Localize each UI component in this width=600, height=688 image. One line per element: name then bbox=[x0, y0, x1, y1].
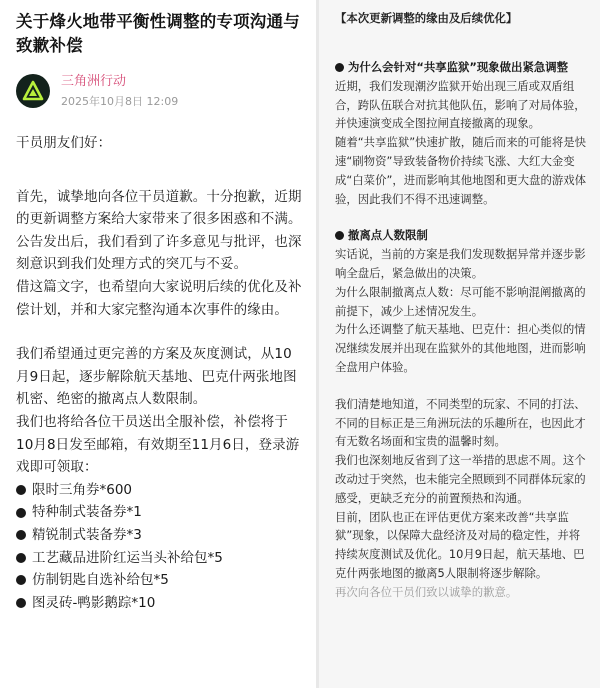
bullet-icon bbox=[16, 553, 26, 563]
publish-date: 2025年10月8日 12:09 bbox=[61, 94, 179, 108]
plan-paragraph: 借这篇文字，也希望向大家说明后续的优化及补偿计划，并和大家完整沟通本次事件的缘由。 bbox=[16, 278, 302, 318]
section-paragraph: 为什么限制撤离点人数：尽可能不影响混阐撤离的前提下，减少上述情况发生。 bbox=[335, 284, 586, 318]
test-paragraph: 我们希望通过更完善的方案及灰度测试，从10月9日起，逐步解除航天基地、巴克什两张地图机密、绝密的撤离点人数限制。 bbox=[16, 346, 297, 408]
bullet-icon bbox=[335, 231, 344, 240]
reflection-paragraph: 我们清楚地知道，不同类型的玩家、不同的打法、不同的目标正是三角洲玩法的乐趣所在，也因此才有无数名场面和宝贵的温馨时刻。 bbox=[335, 396, 586, 449]
reward-label: 特种制式装备券*1 bbox=[32, 504, 142, 521]
author-name[interactable]: 三角洲行动 bbox=[61, 73, 127, 89]
delta-logo-icon bbox=[22, 80, 44, 102]
reward-label: 精锐制式装备券*3 bbox=[32, 526, 142, 543]
author-row[interactable] bbox=[16, 68, 304, 114]
article-title: 关于烽火地带平衡性调整的专项沟通与致歉补偿 bbox=[16, 12, 300, 55]
section-paragraph: 为什么还调整了航天基地、巴克什：担心类似的情况继续发展并出现在监狱外的其他地图，进而影响全盘用户体验。 bbox=[335, 322, 586, 374]
reward-label: 图灵砖-鸭影鹅踪*10 bbox=[32, 594, 156, 611]
avatar[interactable] bbox=[16, 74, 50, 108]
bullet-icon bbox=[16, 530, 26, 540]
reward-label: 限时三角券*600 bbox=[32, 481, 133, 498]
section-heading-label: 撤离点人数限制 bbox=[348, 228, 428, 243]
section-heading bbox=[335, 226, 590, 245]
list-item bbox=[16, 524, 304, 547]
bullet-icon bbox=[16, 575, 26, 585]
bullet-icon bbox=[16, 508, 26, 518]
author-meta bbox=[61, 73, 178, 110]
section-heading-label: 为什么会针对“共享监狱”现象做出紧急调整 bbox=[348, 60, 569, 74]
bullet-icon bbox=[335, 63, 344, 72]
bullet-icon bbox=[16, 485, 26, 495]
section-paragraph: 随着“共享监狱”快速扩散，随后而来的可能将是快速“刷物资”导致装备物价持续飞涨、大红大金变成“白菜价”，进而影响其他地图和更大盘的游戏体验，因此我们不得不迅速调整。 bbox=[335, 135, 587, 206]
list-item bbox=[16, 569, 304, 592]
explanation-panel bbox=[319, 0, 600, 688]
reward-label: 仿制钥匙自选补给包*5 bbox=[32, 572, 169, 589]
reflection-paragraph: 我们也深刻地反省到了这一举措的思虑不周。这个改动过于突然，也未能完全照顾到不同群体玩家的感受，更缺乏充分的前置预热和沟通。 bbox=[335, 453, 586, 505]
reflection-paragraph: 目前，团队也正在评估更优方案来改善“共享监狱”现象，以保障大盘经济及对局的稳定性，并将持续灰度测试及优化。10月9日起，航天基地、巴克什两张地图的撤离5人限制将逐步解除。 bbox=[335, 509, 585, 580]
reward-list bbox=[16, 479, 304, 615]
section-heading bbox=[335, 58, 590, 77]
panel-header: 【本次更新调整的缘由及后续优化】 bbox=[335, 11, 518, 25]
list-item bbox=[16, 592, 304, 615]
compensation-paragraph: 我们也将给各位干员送出全服补偿，补偿将于10月8日发至邮箱，有效期至11月6日，登录游戏即可领取： bbox=[16, 413, 300, 476]
apology-paragraph: 首先，诚挚地向各位干员道歉。十分抱歉，近期的更新调整方案给大家带来了很多困惑和不满。公告发出后，我们看到了许多意见与批评，也深刻意识到我们处理方式的突兀与不妥。 bbox=[16, 188, 302, 273]
list-item bbox=[16, 479, 304, 502]
list-item bbox=[16, 547, 304, 570]
list-item bbox=[16, 501, 304, 524]
greeting: 干员朋友们好： bbox=[16, 135, 112, 151]
bullet-icon bbox=[16, 598, 26, 608]
reward-label: 工艺藏品进阶红运当头补给包*5 bbox=[32, 549, 223, 566]
closing-line: 再次向各位干员们致以诚挚的歉意。 bbox=[335, 584, 518, 599]
section-paragraph: 实话说，当前的方案是我们发现数据异常并逐步影响全盘后，紧急做出的决策。 bbox=[335, 247, 586, 280]
section-paragraph: 近期，我们发现潮汐监狱开始出现三盾或双盾组合，跨队伍联合对抗其他队伍，影响了对局体验，并快速演变成全图拉闸直接撤离的现象。 bbox=[335, 78, 586, 131]
